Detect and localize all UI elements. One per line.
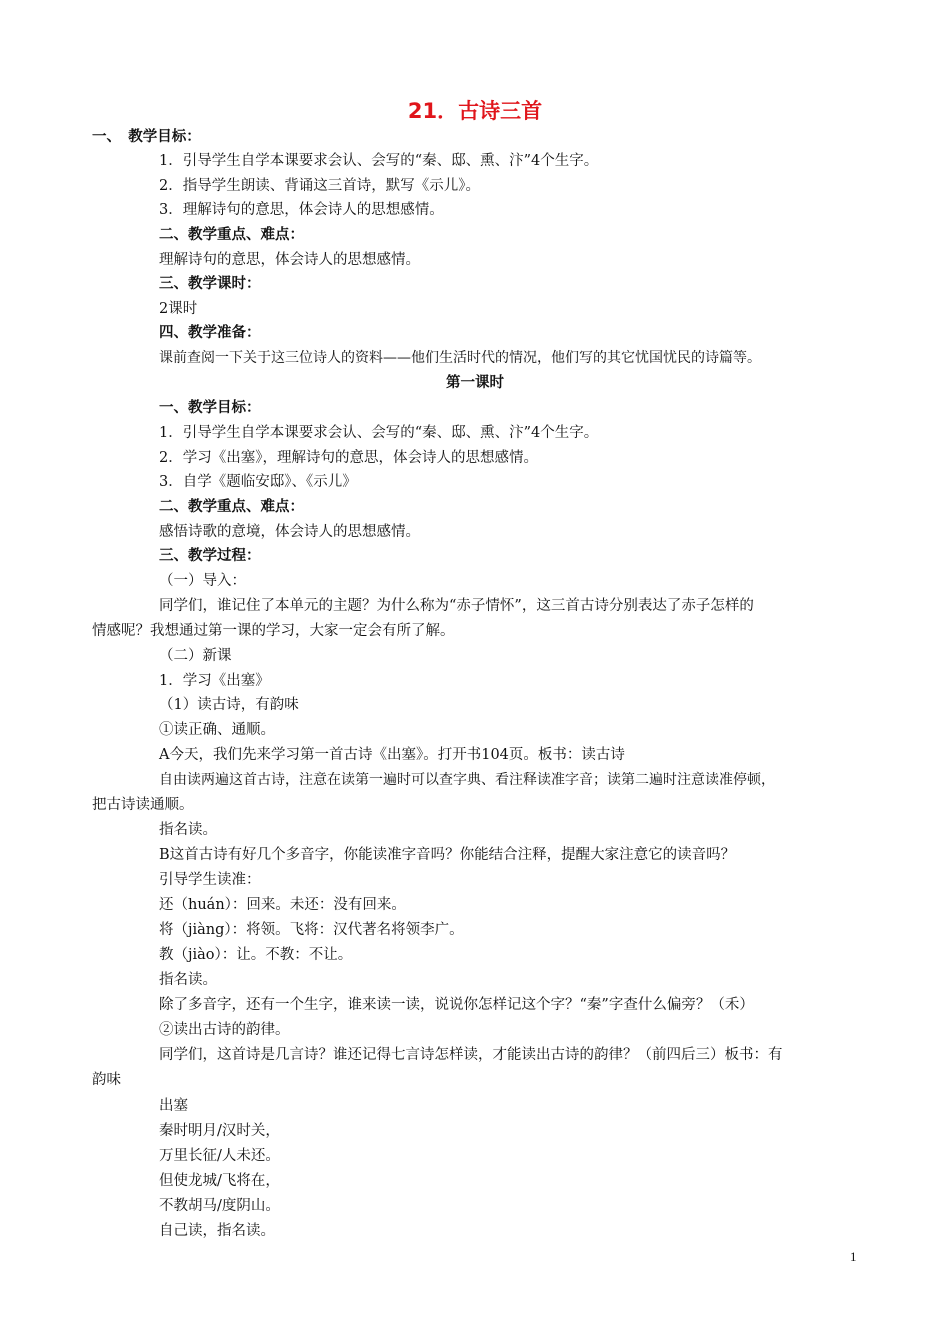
section-heading: 二、教学重点、难点：	[159, 499, 304, 515]
section-heading: 一、教学目标：	[159, 400, 261, 416]
paragraph-line: 2．指导学生朗读、背诵这三首诗，默写《示儿》。	[159, 178, 480, 194]
paragraph-line: （二）新课	[159, 648, 232, 664]
section-heading: 三、教学课时：	[159, 276, 261, 292]
paragraph-line: 把古诗读通顺。	[92, 797, 194, 813]
paragraph-line: （一）导入：	[159, 573, 246, 589]
paragraph-line: ①读正确、通顺。	[159, 722, 275, 738]
paragraph-line: 指名读。	[159, 822, 217, 838]
paragraph-line: 自由读两遍这首古诗，注意在读第一遍时可以查字典、看注释读准字音；读第二遍时注意读准停顿，	[159, 772, 775, 788]
paragraph-line: 3．自学《题临安邸》、《示儿》	[159, 474, 357, 490]
section-heading: 四、教学准备：	[159, 325, 261, 341]
document-title: 21．古诗三首	[407, 99, 543, 123]
paragraph-line: 将（jiàng）：将领。飞将：汉代著名将领李广。	[159, 922, 464, 938]
poem-line: 秦时明月/汉时关，	[159, 1123, 280, 1139]
lesson-heading: 第一课时	[446, 375, 504, 391]
poem-line: 万里长征/人未还。	[159, 1148, 280, 1164]
paragraph-line: 2课时	[159, 301, 198, 317]
paragraph-line: 1．引导学生自学本课要求会认、会写的“秦、邸、熏、汴”4个生字。	[159, 153, 599, 169]
paragraph-line: 教（jiào）：让。不教：不让。	[159, 947, 353, 963]
paragraph-line: （1）读古诗，有韵味	[159, 697, 299, 713]
paragraph-line: 还（huán）：回来。未还：没有回来。	[159, 897, 406, 913]
paragraph-line: 引导学生读准：	[159, 872, 261, 888]
paragraph-line: 3．理解诗句的意思，体会诗人的思想感情。	[159, 202, 444, 218]
poem-line: 但使龙城/飞将在，	[159, 1173, 280, 1189]
page-number: 1	[850, 1249, 857, 1264]
section-heading: 二、教学重点、难点：	[159, 227, 304, 243]
paragraph-line: 指名读。	[159, 972, 217, 988]
paragraph-line: 同学们，这首诗是几言诗？谁还记得七言诗怎样读，才能读出古诗的韵律？（前四后三）板书：有	[159, 1047, 783, 1063]
paragraph-line: 课前查阅一下关于这三位诗人的资料——他们生活时代的情况，他们写的其它忧国忧民的诗篇等。	[159, 350, 761, 366]
paragraph-line: 除了多音字，还有一个生字，谁来读一读，说说你怎样记这个字？“秦”字查什么偏旁？（禾）	[159, 997, 754, 1013]
paragraph-line: 1．学习《出塞》	[159, 673, 270, 689]
section-heading: 一、 教学目标：	[92, 129, 201, 145]
paragraph-line: B这首古诗有好几个多音字，你能读准字音吗？你能结合注释，提醒大家注意它的读音吗？	[159, 847, 736, 863]
paragraph-line: 1．引导学生自学本课要求会认、会写的“秦、邸、熏、汴”4个生字。	[159, 425, 599, 441]
paragraph-line: 同学们，谁记住了本单元的主题？为什么称为“赤子情怀”，这三首古诗分别表达了赤子怎样的	[159, 598, 754, 614]
paragraph-line: 理解诗句的意思，体会诗人的思想感情。	[159, 252, 420, 268]
poem-line: 不教胡马/度阴山。	[159, 1198, 280, 1214]
paragraph-line: ②读出古诗的韵律。	[159, 1022, 290, 1038]
section-heading: 三、教学过程：	[159, 548, 261, 564]
paragraph-line: 自己读，指名读。	[159, 1223, 275, 1239]
paragraph-line: 韵味	[92, 1072, 121, 1088]
paragraph-line: A今天，我们先来学习第一首古诗《出塞》。打开书104页。板书：读古诗	[159, 747, 625, 763]
paragraph-line: 情感呢？我想通过第一课的学习，大家一定会有所了解。	[92, 623, 455, 639]
paragraph-line: 感悟诗歌的意境，体会诗人的思想感情。	[159, 524, 420, 540]
poem-title: 出塞	[159, 1098, 188, 1114]
paragraph-line: 2．学习《出塞》，理解诗句的意思，体会诗人的思想感情。	[159, 450, 538, 466]
